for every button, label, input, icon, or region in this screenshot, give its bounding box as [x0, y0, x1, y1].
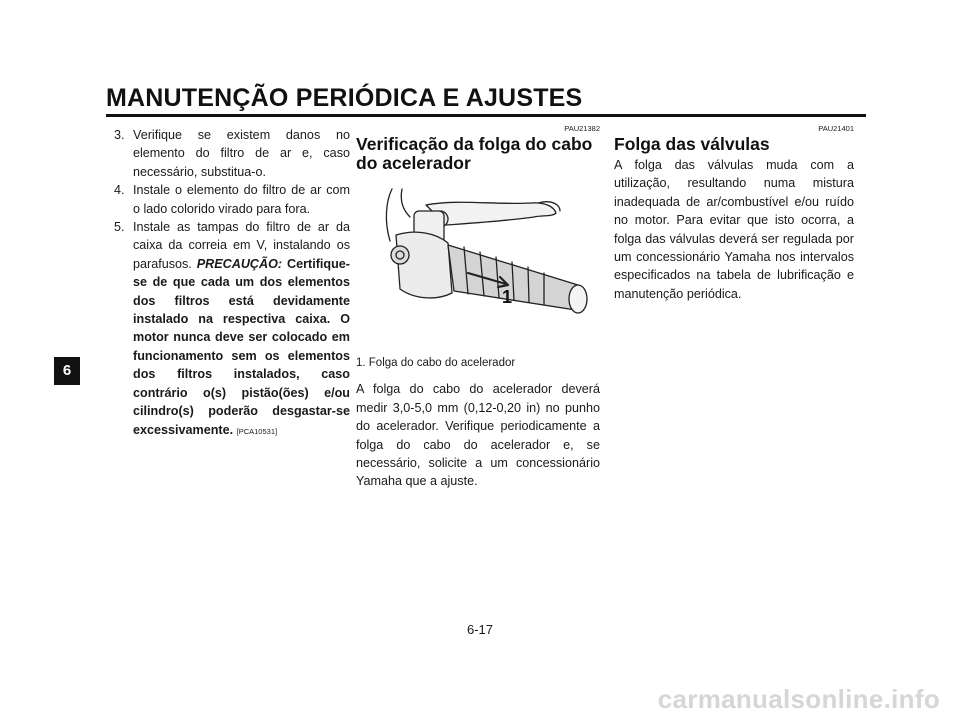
step-number: 5.	[114, 220, 125, 235]
watermark: carmanualsonline.info	[657, 684, 940, 714]
chapter-tab: 6	[54, 357, 80, 385]
section-code: PAU21401	[818, 124, 854, 133]
throttle-cable	[386, 189, 392, 241]
header-rule	[106, 114, 866, 117]
left-column	[114, 126, 350, 441]
grip-end	[569, 285, 587, 313]
page-title: MANUTENÇÃO PERIÓDICA E AJUSTES	[106, 84, 583, 112]
step-item	[114, 218, 350, 441]
section-body: A folga das válvulas muda com a utilização, resultando numa mistura inadequada de ar/combustível e/ou ruído no motor. Para evitar que isto ocorra, a folga das válvulas deverá ser regulada por um concessionário Yamaha nos intervalos especificados na tabela de lubrificação e manutenção periódica.	[614, 158, 854, 301]
warning-code: [PCA10531]	[236, 426, 278, 436]
section-heading: Folga das válvulas	[614, 134, 770, 154]
step-item	[114, 181, 350, 218]
step-text: Instale as tampas do filtro de ar da caixa da correia em V, instalando os parafusos.	[133, 220, 350, 271]
warning-text: Certifique-se de que cada um dos elementos dos filtros está devidamente instalado na respectiva caixa. O motor nunca deve ser colocado em funcionamento sem os elementos dos filtros instalados, caso contrário o(s) pistão(ões) e/ou cilindro(s) poderão desgastar-se excessivamente.	[133, 256, 350, 437]
section-body: A folga do cabo do acelerador deverá medir 3,0-5,0 mm (0,12-0,20 in) no punho do acelerador. Verifique periodicamente a folga do cabo do acelerador e, se necessário, solicite a um concessionário Yamaha que a ajuste.	[356, 382, 600, 489]
step-text: Instale o elemento do filtro de ar com o lado colorido virado para fora.	[133, 183, 350, 216]
figure-caption: 1. Folga do cabo do acelerador	[356, 357, 516, 370]
steps-list	[114, 126, 350, 441]
switch-housing	[396, 232, 452, 298]
throttle-grip-illustration	[356, 181, 600, 339]
brake-cable	[401, 189, 410, 217]
page-number: 6-17	[466, 622, 494, 637]
warning-label: PRECAUÇÃO:	[196, 256, 283, 271]
middle-column	[356, 126, 600, 491]
step-item	[114, 126, 350, 181]
step-number: 4.	[114, 183, 125, 198]
section-heading: Verificação da folga do cabo do acelerador	[356, 134, 593, 173]
section-code: PAU21382	[564, 124, 600, 133]
adjuster-nut	[391, 246, 409, 264]
throttle-grip	[448, 245, 585, 311]
step-text: Verifique se existem danos no elemento do filtro de ar e, caso necessário, substitua-o.	[133, 128, 350, 179]
figure-callout-1: 1	[502, 287, 513, 307]
step-number: 3.	[114, 128, 125, 142]
right-column	[614, 126, 854, 303]
